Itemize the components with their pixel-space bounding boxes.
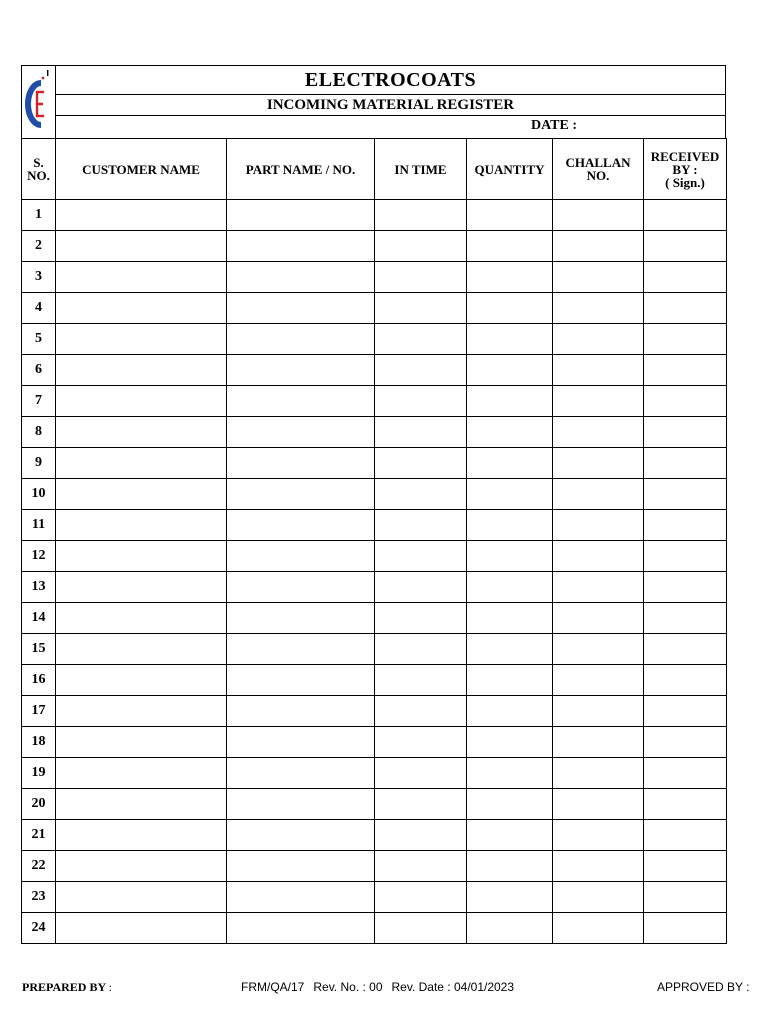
entry-cell[interactable] bbox=[375, 603, 467, 634]
entry-cell[interactable] bbox=[553, 541, 644, 572]
entry-cell[interactable] bbox=[553, 727, 644, 758]
entry-cell[interactable] bbox=[644, 913, 727, 944]
entry-cell[interactable] bbox=[375, 634, 467, 665]
entry-cell[interactable] bbox=[644, 820, 727, 851]
entry-cell[interactable] bbox=[227, 634, 375, 665]
table-row bbox=[22, 851, 727, 882]
table-row bbox=[22, 882, 727, 913]
entry-cell[interactable] bbox=[467, 913, 553, 944]
serial-number: 21 bbox=[22, 820, 56, 851]
entry-cell[interactable] bbox=[467, 758, 553, 789]
entry-cell[interactable] bbox=[553, 913, 644, 944]
entry-cell[interactable] bbox=[375, 479, 467, 510]
entry-cell[interactable] bbox=[553, 603, 644, 634]
entry-cell[interactable] bbox=[56, 665, 227, 696]
subtitle-row bbox=[56, 95, 725, 116]
entry-cell[interactable] bbox=[644, 479, 727, 510]
entry-cell[interactable] bbox=[227, 696, 375, 727]
entry-cell[interactable] bbox=[644, 386, 727, 417]
entry-cell[interactable] bbox=[56, 448, 227, 479]
entry-cell[interactable] bbox=[467, 200, 553, 231]
serial-number: 11 bbox=[22, 510, 56, 541]
entry-cell[interactable] bbox=[56, 789, 227, 820]
column-header-row bbox=[22, 139, 727, 200]
entry-cell[interactable] bbox=[644, 200, 727, 231]
column-header bbox=[644, 139, 727, 200]
entry-cell[interactable] bbox=[227, 231, 375, 262]
column-header-line: PART NAME / NO. bbox=[245, 161, 356, 177]
column-header bbox=[375, 139, 467, 200]
form-number: FRM/QA/17 bbox=[241, 980, 305, 994]
entry-cell[interactable] bbox=[56, 603, 227, 634]
entry-cell[interactable] bbox=[56, 913, 227, 944]
entry-cell[interactable] bbox=[467, 417, 553, 448]
table-row bbox=[22, 789, 727, 820]
entry-cell[interactable] bbox=[467, 510, 553, 541]
entry-cell[interactable] bbox=[375, 727, 467, 758]
entry-cell[interactable] bbox=[375, 262, 467, 293]
column-header-line: QUANTITY bbox=[474, 161, 545, 177]
entry-cell[interactable] bbox=[375, 355, 467, 386]
entry-cell[interactable] bbox=[56, 634, 227, 665]
entry-cell[interactable] bbox=[375, 851, 467, 882]
entry-cell[interactable] bbox=[375, 789, 467, 820]
serial-number: 13 bbox=[22, 572, 56, 603]
entry-cell[interactable] bbox=[467, 851, 553, 882]
entry-cell[interactable] bbox=[375, 510, 467, 541]
entry-cell[interactable] bbox=[56, 572, 227, 603]
entry-cell[interactable] bbox=[644, 262, 727, 293]
column-header-line: RECEIVED bbox=[650, 148, 720, 164]
entry-cell[interactable] bbox=[644, 293, 727, 324]
table-row bbox=[22, 231, 727, 262]
entry-cell[interactable] bbox=[467, 262, 553, 293]
serial-number: 5 bbox=[22, 324, 56, 355]
entry-cell[interactable] bbox=[644, 324, 727, 355]
entry-cell[interactable] bbox=[375, 386, 467, 417]
revision-date: Rev. Date : 04/01/2023 bbox=[391, 980, 515, 994]
entry-cell[interactable] bbox=[467, 572, 553, 603]
entry-cell[interactable] bbox=[644, 789, 727, 820]
prepared-by-colon: : bbox=[108, 980, 113, 994]
entry-cell[interactable] bbox=[375, 231, 467, 262]
entry-cell[interactable] bbox=[375, 541, 467, 572]
entry-cell[interactable] bbox=[644, 355, 727, 386]
entry-cell[interactable] bbox=[375, 324, 467, 355]
prepared-by-label bbox=[22, 980, 112, 995]
serial-number: 17 bbox=[22, 696, 56, 727]
register-title: INCOMING MATERIAL REGISTER bbox=[266, 96, 515, 113]
serial-number: 10 bbox=[22, 479, 56, 510]
entry-cell[interactable] bbox=[227, 913, 375, 944]
entry-cell[interactable] bbox=[227, 851, 375, 882]
form-meta bbox=[241, 980, 523, 994]
table-row bbox=[22, 417, 727, 448]
revision-number: Rev. No. : 00 bbox=[313, 980, 383, 994]
serial-number: 16 bbox=[22, 665, 56, 696]
column-header-line: ( Sign.) bbox=[665, 174, 705, 190]
entry-cell[interactable] bbox=[467, 882, 553, 913]
table-row bbox=[22, 603, 727, 634]
table-row bbox=[22, 634, 727, 665]
entry-cell[interactable] bbox=[553, 696, 644, 727]
entry-cell[interactable] bbox=[467, 696, 553, 727]
entry-cell[interactable] bbox=[553, 324, 644, 355]
entry-cell[interactable] bbox=[375, 913, 467, 944]
entry-cell[interactable] bbox=[56, 200, 227, 231]
entry-cell[interactable] bbox=[375, 448, 467, 479]
entry-cell[interactable] bbox=[467, 324, 553, 355]
entry-cell[interactable] bbox=[56, 820, 227, 851]
company-name: ELECTROCOATS bbox=[304, 68, 477, 91]
serial-number: 6 bbox=[22, 355, 56, 386]
column-header bbox=[56, 139, 227, 200]
entry-cell[interactable] bbox=[644, 603, 727, 634]
serial-number: 3 bbox=[22, 262, 56, 293]
entry-cell[interactable] bbox=[467, 789, 553, 820]
entry-cell[interactable] bbox=[553, 262, 644, 293]
table-row bbox=[22, 820, 727, 851]
entry-cell[interactable] bbox=[553, 448, 644, 479]
entry-cell[interactable] bbox=[553, 572, 644, 603]
entry-cell[interactable] bbox=[553, 851, 644, 882]
entry-cell[interactable] bbox=[56, 882, 227, 913]
entry-cell[interactable] bbox=[553, 510, 644, 541]
entry-cell[interactable] bbox=[553, 634, 644, 665]
prepared-by-text: PREPARED BY bbox=[22, 980, 106, 994]
entry-cell[interactable] bbox=[227, 603, 375, 634]
serial-number: 18 bbox=[22, 727, 56, 758]
entry-cell[interactable] bbox=[375, 696, 467, 727]
entry-cell[interactable] bbox=[553, 479, 644, 510]
entry-cell[interactable] bbox=[467, 386, 553, 417]
company-row bbox=[56, 66, 725, 95]
column-header-line: CUSTOMER NAME bbox=[82, 161, 200, 177]
entry-cell[interactable] bbox=[644, 634, 727, 665]
entry-cell[interactable] bbox=[56, 231, 227, 262]
entry-cell[interactable] bbox=[375, 758, 467, 789]
entry-cell[interactable] bbox=[553, 231, 644, 262]
entry-cell[interactable] bbox=[227, 510, 375, 541]
serial-number: 14 bbox=[22, 603, 56, 634]
entry-cell[interactable] bbox=[553, 293, 644, 324]
entry-cell[interactable] bbox=[227, 448, 375, 479]
entry-cell[interactable] bbox=[227, 417, 375, 448]
serial-number: 4 bbox=[22, 293, 56, 324]
entry-cell[interactable] bbox=[467, 634, 553, 665]
entry-cell[interactable] bbox=[553, 200, 644, 231]
table-row bbox=[22, 913, 727, 944]
register-form bbox=[21, 65, 726, 944]
entry-cell[interactable] bbox=[553, 820, 644, 851]
entry-cell[interactable] bbox=[227, 355, 375, 386]
column-header bbox=[553, 139, 644, 200]
entry-cell[interactable] bbox=[644, 572, 727, 603]
entry-cell[interactable] bbox=[467, 355, 553, 386]
register-rows bbox=[22, 200, 727, 944]
entry-cell[interactable] bbox=[553, 355, 644, 386]
entry-cell[interactable] bbox=[56, 479, 227, 510]
entry-cell[interactable] bbox=[467, 541, 553, 572]
entry-cell[interactable] bbox=[56, 758, 227, 789]
serial-number: 20 bbox=[22, 789, 56, 820]
entry-cell[interactable] bbox=[227, 820, 375, 851]
column-header-line: NO. bbox=[27, 168, 50, 183]
table-row bbox=[22, 727, 727, 758]
entry-cell[interactable] bbox=[644, 448, 727, 479]
entry-cell[interactable] bbox=[227, 758, 375, 789]
table-row bbox=[22, 324, 727, 355]
table-row bbox=[22, 479, 727, 510]
table-row bbox=[22, 758, 727, 789]
date-label: DATE : bbox=[531, 118, 578, 133]
entry-cell[interactable] bbox=[56, 417, 227, 448]
serial-number: 19 bbox=[22, 758, 56, 789]
column-header bbox=[22, 139, 56, 200]
serial-number: 12 bbox=[22, 541, 56, 572]
serial-number: 22 bbox=[22, 851, 56, 882]
entry-cell[interactable] bbox=[375, 417, 467, 448]
entry-cell[interactable] bbox=[553, 789, 644, 820]
entry-cell[interactable] bbox=[375, 293, 467, 324]
entry-cell[interactable] bbox=[227, 727, 375, 758]
entry-cell[interactable] bbox=[227, 882, 375, 913]
entry-cell[interactable] bbox=[227, 324, 375, 355]
entry-cell[interactable] bbox=[553, 386, 644, 417]
date-row bbox=[56, 116, 725, 138]
entry-cell[interactable] bbox=[644, 758, 727, 789]
serial-number: 2 bbox=[22, 231, 56, 262]
entry-cell[interactable] bbox=[56, 541, 227, 572]
entry-cell[interactable] bbox=[467, 665, 553, 696]
entry-cell[interactable] bbox=[644, 665, 727, 696]
entry-cell[interactable] bbox=[56, 262, 227, 293]
entry-cell[interactable] bbox=[644, 231, 727, 262]
entry-cell[interactable] bbox=[467, 479, 553, 510]
entry-cell[interactable] bbox=[553, 882, 644, 913]
column-header-line: CHALLAN NO. bbox=[565, 155, 631, 183]
entry-cell[interactable] bbox=[227, 386, 375, 417]
serial-number: 15 bbox=[22, 634, 56, 665]
table-row bbox=[22, 696, 727, 727]
entry-cell[interactable] bbox=[644, 696, 727, 727]
serial-number: 24 bbox=[22, 913, 56, 944]
table-row bbox=[22, 541, 727, 572]
entry-cell[interactable] bbox=[56, 696, 227, 727]
table-row bbox=[22, 386, 727, 417]
entry-cell[interactable] bbox=[227, 293, 375, 324]
entry-cell[interactable] bbox=[553, 758, 644, 789]
entry-cell[interactable] bbox=[227, 541, 375, 572]
table-row bbox=[22, 262, 727, 293]
column-header-line: BY : bbox=[672, 161, 698, 177]
entry-cell[interactable] bbox=[227, 665, 375, 696]
entry-cell[interactable] bbox=[56, 510, 227, 541]
entry-cell[interactable] bbox=[227, 262, 375, 293]
entry-cell[interactable] bbox=[644, 882, 727, 913]
register-table bbox=[21, 138, 727, 944]
entry-cell[interactable] bbox=[467, 727, 553, 758]
serial-number: 7 bbox=[22, 386, 56, 417]
entry-cell[interactable] bbox=[227, 200, 375, 231]
logo-cell bbox=[22, 66, 56, 138]
entry-cell[interactable] bbox=[56, 386, 227, 417]
table-row bbox=[22, 293, 727, 324]
column-header bbox=[467, 139, 553, 200]
table-row bbox=[22, 510, 727, 541]
entry-cell[interactable] bbox=[56, 851, 227, 882]
entry-cell[interactable] bbox=[467, 603, 553, 634]
entry-cell[interactable] bbox=[553, 665, 644, 696]
entry-cell[interactable] bbox=[375, 200, 467, 231]
entry-cell[interactable] bbox=[644, 510, 727, 541]
entry-cell[interactable] bbox=[227, 789, 375, 820]
entry-cell[interactable] bbox=[56, 324, 227, 355]
entry-cell[interactable] bbox=[644, 851, 727, 882]
entry-cell[interactable] bbox=[467, 293, 553, 324]
entry-cell[interactable] bbox=[56, 727, 227, 758]
electrocoats-logo-icon bbox=[22, 66, 56, 138]
table-row bbox=[22, 572, 727, 603]
serial-number: 8 bbox=[22, 417, 56, 448]
entry-cell[interactable] bbox=[375, 665, 467, 696]
entry-cell[interactable] bbox=[467, 231, 553, 262]
serial-number: 9 bbox=[22, 448, 56, 479]
entry-cell[interactable] bbox=[227, 572, 375, 603]
entry-cell[interactable] bbox=[553, 417, 644, 448]
table-row bbox=[22, 355, 727, 386]
entry-cell[interactable] bbox=[375, 820, 467, 851]
column-header-line: IN TIME bbox=[394, 161, 447, 177]
entry-cell[interactable] bbox=[56, 355, 227, 386]
entry-cell[interactable] bbox=[467, 448, 553, 479]
form-header bbox=[21, 65, 726, 138]
serial-number: 1 bbox=[22, 200, 56, 231]
table-row bbox=[22, 200, 727, 231]
column-header bbox=[227, 139, 375, 200]
entry-cell[interactable] bbox=[644, 727, 727, 758]
entry-cell[interactable] bbox=[644, 541, 727, 572]
entry-cell[interactable] bbox=[644, 417, 727, 448]
entry-cell[interactable] bbox=[56, 293, 227, 324]
form-footer bbox=[0, 980, 768, 998]
serial-number: 23 bbox=[22, 882, 56, 913]
entry-cell[interactable] bbox=[227, 479, 375, 510]
entry-cell[interactable] bbox=[375, 572, 467, 603]
column-header-line: S. bbox=[33, 155, 44, 170]
table-row bbox=[22, 665, 727, 696]
entry-cell[interactable] bbox=[375, 882, 467, 913]
table-row bbox=[22, 448, 727, 479]
entry-cell[interactable] bbox=[467, 820, 553, 851]
approved-by-label: APPROVED BY : bbox=[657, 980, 750, 994]
